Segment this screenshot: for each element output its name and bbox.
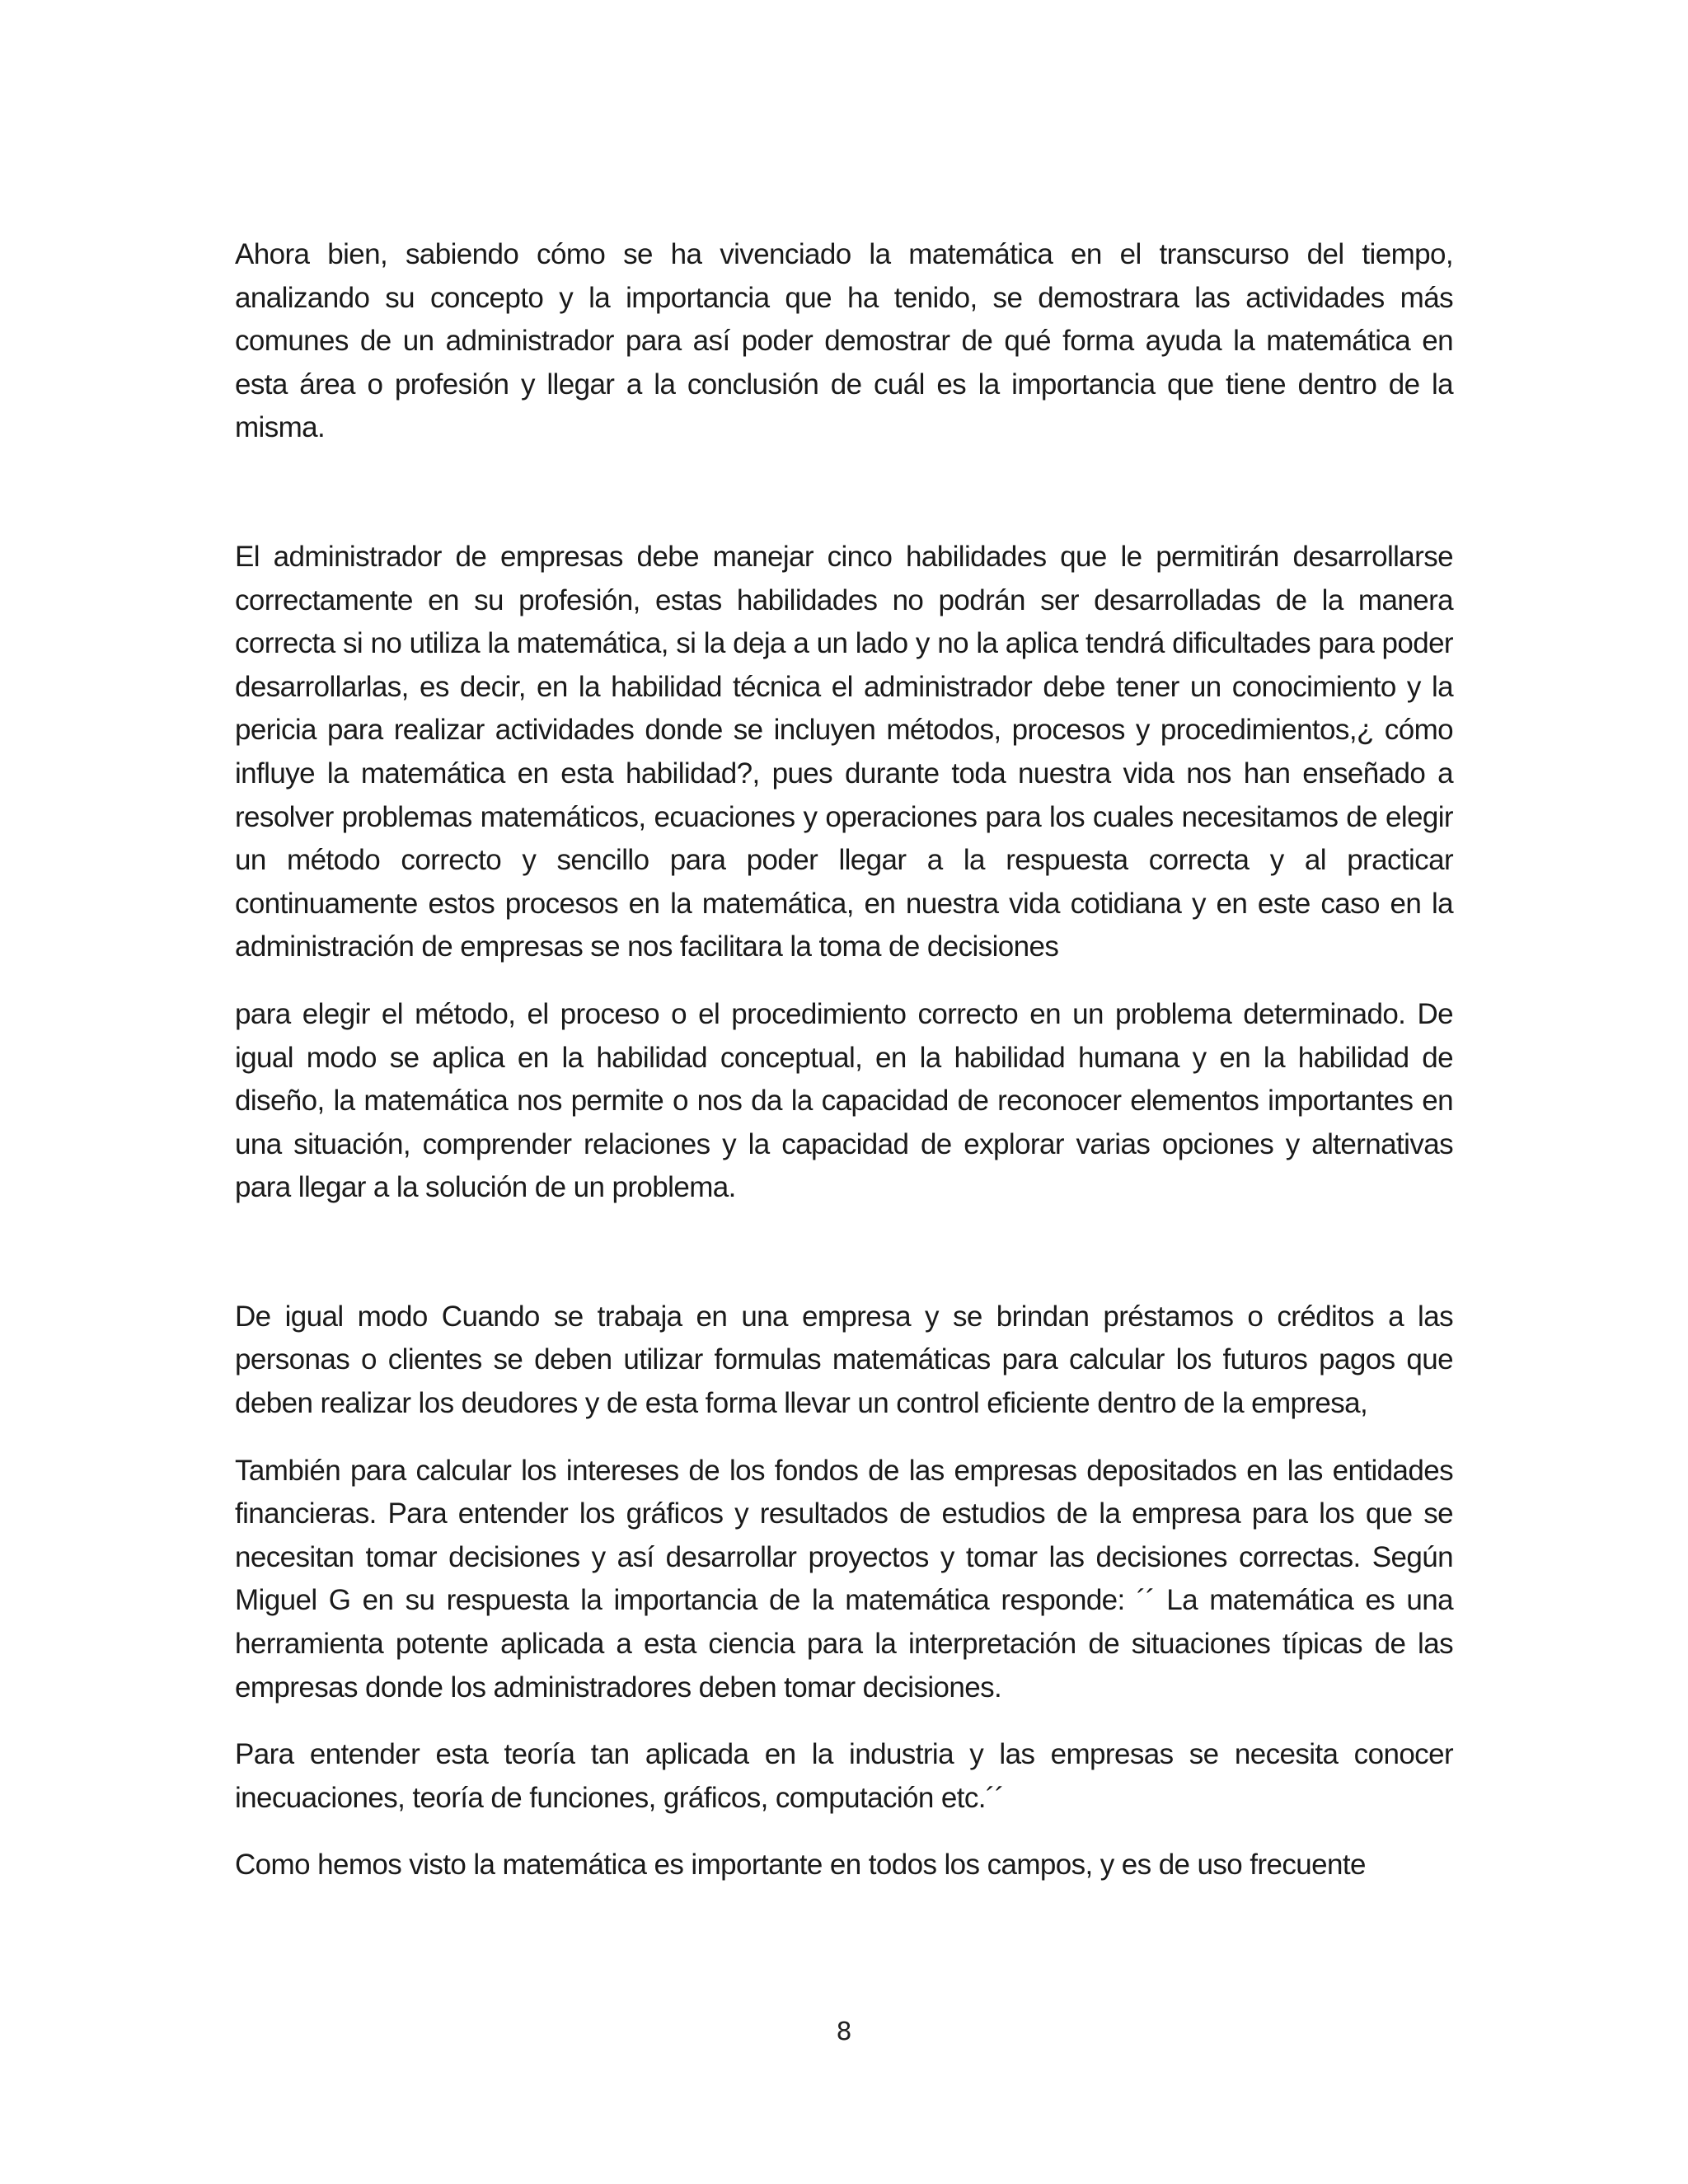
paragraph-conclusion: Como hemos visto la matemática es importante en todos los campos, y es de uso frecuente xyxy=(235,1849,1366,1882)
paragraph-skills-continued: para elegir el método, el proceso o el procedimiento correcto en un problema determinado. De igual modo se aplica en la habilidad conceptual, en la habilidad humana y en la habilidad de diseño, la matemática nos permite o nos da la capacidad de reconocer elementos importantes en una situación, comprender relaciones y la capacidad de explorar varias opciones y alternativas para llegar a la solución de un problema. xyxy=(235,997,1453,1204)
document-body xyxy=(235,233,1453,1887)
paragraph-interest: También para calcular los intereses de los fondos de las empresas depositados en las entidades financieras. Para entender los gráficos y resultados de estudios de la empresa para los que se necesitan tomar decisiones y así desarrollar proyectos y tomar las decisiones correctas. Según Miguel G en su respuesta la importancia de la matemática responde: ´´ La matemática es una herramienta potente aplicada a esta ciencia para la interpretación de situaciones típicas de las empresas donde los administradores deben tomar decisiones. xyxy=(235,1454,1453,1704)
paragraph-intro: Ahora bien, sabiendo cómo se ha vivenciado la matemática en el transcurso del tiempo, analizando su concepto y la importancia que ha tenido, se demostrara las actividades más comunes de un administrador para así poder demostrar de qué forma ayuda la matemática en esta área o profesión y llegar a la conclusión de cuál es la importancia que tiene dentro de la misma. xyxy=(235,238,1453,444)
paragraph-skills: El administrador de empresas debe manejar cinco habilidades que le permitirán desarrollarse correctamente en su profesión, estas habilidades no podrán ser desarrolladas de la manera correcta si no utiliza la matemática, si la deja a un lado y no la aplica tendrá dificultades para poder desarrollarlas, es decir, en la habilidad técnica el administrador debe tener un conocimiento y la pericia para realizar actividades donde se incluyen métodos, procesos y procedimientos,¿ cómo influye la matemática en esta habilidad?, pues durante toda nuestra vida nos han enseñado a resolver problemas matemáticos, ecuaciones y operaciones para los cuales necesitamos de elegir un método correcto y sencillo para poder llegar a la respuesta correcta y al practicar continuamente estos procesos en la matemática, en nuestra vida cotidiana y en este caso en la administración de empresas se nos facilitara la toma de decisiones xyxy=(235,540,1453,963)
paragraph-theory: Para entender esta teoría tan aplicada en la industria y las empresas se necesita conocer inecuaciones, teoría de funciones, gráficos, computación etc.´´ xyxy=(235,1738,1453,1814)
page-number: 8 xyxy=(836,2018,852,2046)
paragraph-loans: De igual modo Cuando se trabaja en una empresa y se brindan préstamos o créditos a las personas o clientes se deben utilizar formulas matemáticas para calcular los futuros pagos que deben realizar los deudores y de esta forma llevar un control eficiente dentro de la empresa, xyxy=(235,1300,1453,1420)
